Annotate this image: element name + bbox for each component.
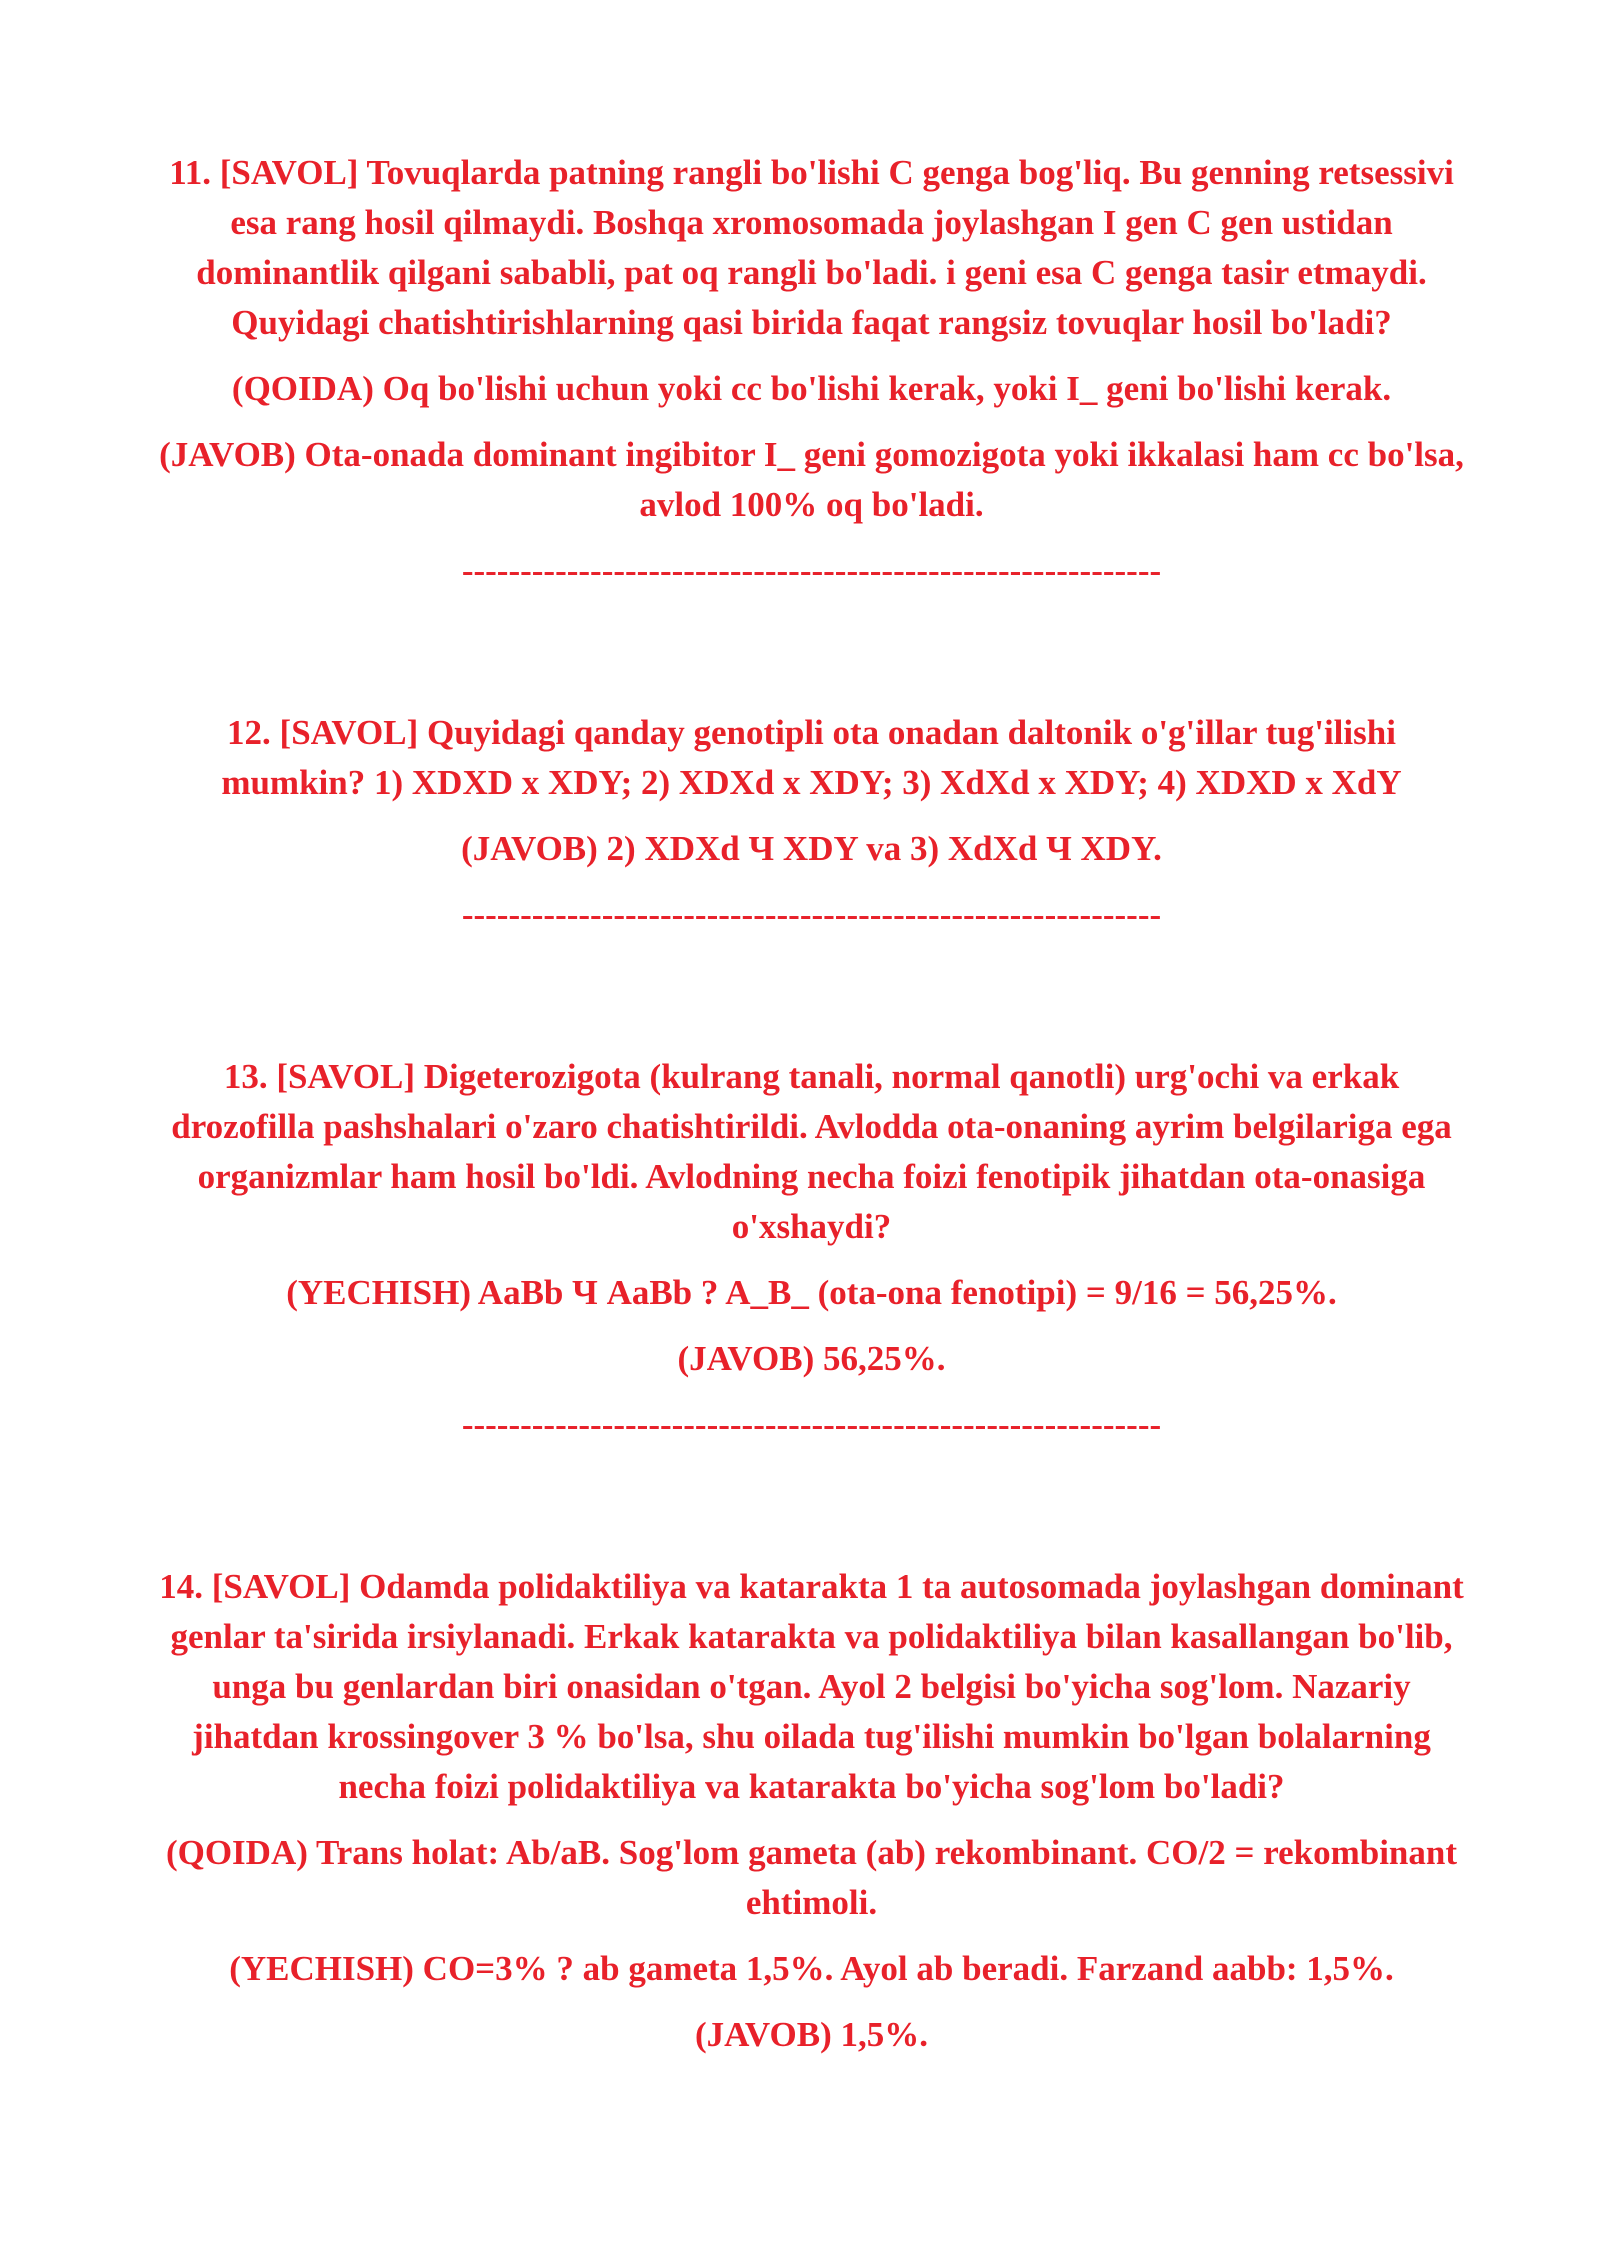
question-text: 14. [SAVOL] Odamda polidaktiliya va katarakta 1 ta autosomada joylashgan dominant genlar ta'sirida irsiylanadi. Erkak katarakta va polidaktiliya bilan kasallangan bo'lib, unga bu genlardan biri onasidan o'tgan. Ayol 2 belgisi bo'yicha sog'lom. Nazariy jihatdan krossingover 3 % bo'lsa, shu oilada tug'ilishi mumkin bo'lgan bolalarning necha foizi polidaktiliya va katarakta bo'yicha sog'lom bo'ladi? <box>159 1567 1464 1806</box>
rule-text: (QOIDA) Trans holat: Ab/aB. Sog'lom gameta (ab) rekombinant. CO/2 = rekombinant ehtimoli. <box>165 1833 1458 1922</box>
answer-text: (JAVOB) 56,25%. <box>677 1339 946 1378</box>
question-block-12 <box>155 708 1468 940</box>
answer-text: (JAVOB) Ota-onada dominant ingibitor I_ geni gomozigota yoki ikkalasi ham cc bo'lsa, avlod 100% oq bo'ladi. <box>159 435 1464 524</box>
spacer <box>155 1466 1468 1562</box>
answer-text: (JAVOB) 1,5%. <box>695 2015 928 2054</box>
question-text: 11. [SAVOL] Tovuqlarda patning rangli bo'lishi C genga bog'liq. Bu genning retsessivi esa rang hosil qilmaydi. Boshqa xromosomada joylashgan I gen C gen ustidan dominantlik qilgani sababli, pat oq rangli bo'ladi. i geni esa C genga tasir etmaydi. Quyidagi chatishtirishlarning qasi birida faqat rangsiz tovuqlar hosil bo'ladi? <box>169 153 1454 342</box>
separator-line: ------------------------------------------------------------ <box>461 1405 1162 1444</box>
spacer <box>155 612 1468 708</box>
question-block-14 <box>155 1562 1468 2060</box>
spacer <box>155 956 1468 1052</box>
separator-line: ------------------------------------------------------------ <box>461 895 1162 934</box>
solution-text: (YECHISH) AaBb Ч AaBb ? A_B_ (ota-ona fenotipi) = 9/16 = 56,25%. <box>286 1273 1337 1312</box>
separator-line: ------------------------------------------------------------ <box>461 551 1162 590</box>
question-block-13 <box>155 1052 1468 1450</box>
solution-text: (YECHISH) CO=3% ? ab gameta 1,5%. Ayol ab beradi. Farzand aabb: 1,5%. <box>229 1949 1394 1988</box>
rule-text: (QOIDA) Oq bo'lishi uchun yoki cc bo'lishi kerak, yoki I_ geni bo'lishi kerak. <box>231 369 1392 408</box>
question-text: 13. [SAVOL] Digeterozigota (kulrang tanali, normal qanotli) urg'ochi va erkak drozofilla pashshalari o'zaro chatishtirildi. Avlodda ota-onaning ayrim belgilariga ega organizmlar ham hosil bo'ldi. Avlodning necha foizi fenotipik jihatdan ota-onasiga o'xshaydi? <box>171 1057 1452 1246</box>
document-page <box>155 148 1468 2076</box>
question-block-11 <box>155 148 1468 596</box>
question-text: 12. [SAVOL] Quyidagi qanday genotipli ota onadan daltonik o'g'illar tug'ilishi mumkin? 1) XDXD x XDY; 2) XDXd x XDY; 3) XdXd x XDY; 4) XDXD x XdY <box>221 713 1402 802</box>
answer-text: (JAVOB) 2) XDXd Ч XDY va 3) XdXd Ч XDY. <box>461 829 1162 868</box>
